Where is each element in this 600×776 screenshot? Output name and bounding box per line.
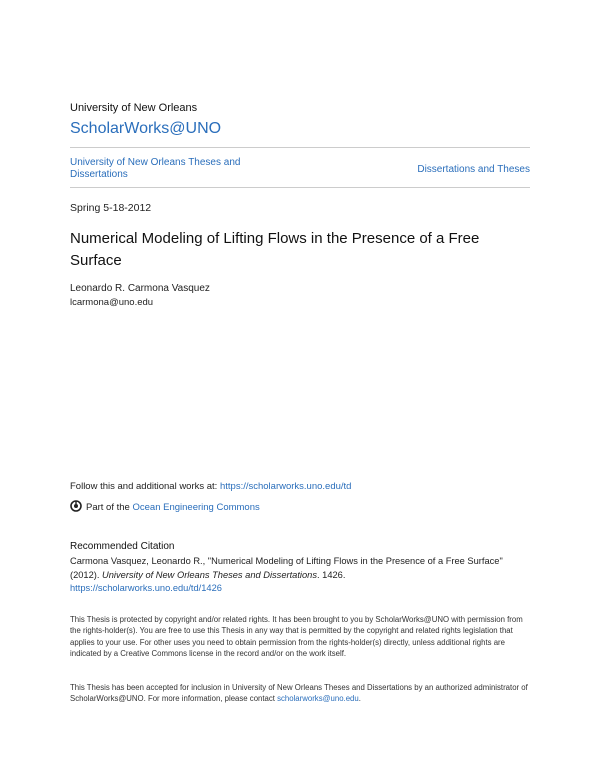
header-divider: [70, 147, 530, 148]
citation-series: University of New Orleans Theses and Dissertations: [102, 569, 317, 580]
acceptance-notice: [70, 682, 530, 705]
follow-line: [70, 481, 351, 492]
document-title: Numerical Modeling of Lifting Flows in the Presence of a Free Surface: [70, 230, 480, 269]
contact-email-link[interactable]: scholarworks@uno.edu: [277, 694, 359, 704]
network-commons-icon: [70, 500, 82, 515]
ocean-engineering-commons-link[interactable]: Ocean Engineering Commons: [132, 502, 260, 513]
citation-heading: Recommended Citation: [70, 541, 175, 552]
citation-url[interactable]: https://scholarworks.uno.edu/td/1426: [70, 583, 222, 593]
publication-date: Spring 5-18-2012: [70, 202, 152, 214]
part-of-line: [70, 500, 260, 515]
follow-prefix: Follow this and additional works at:: [70, 481, 220, 492]
author-email: lcarmona@uno.edu: [70, 297, 154, 308]
rights-notice: This Thesis is protected by copyright and/or related rights. It has been brought to you by ScholarWorks@UNO with permission from the rights-holder(s). You are free to use this Thesis in any way that is permitted by the copyright and related rights legislation that applies to your use. For other uses you need to obtain permission from the rights-holder(s) directly, unless additional rights are indicated by a Creative Commons license in the record and/or on the work itself.: [70, 615, 523, 659]
breadcrumb-collection[interactable]: University of New Orleans Theses and Dissertations: [70, 157, 241, 180]
citation-text: [70, 555, 530, 596]
author-name: Leonardo R. Carmona Vasquez: [70, 283, 210, 294]
citation-year: (2012).: [70, 569, 103, 580]
part-prefix: Part of the: [86, 502, 133, 513]
acceptance-suffix: .: [358, 694, 361, 704]
follow-link[interactable]: https://scholarworks.uno.edu/td: [219, 481, 352, 492]
breadcrumb-series[interactable]: Dissertations and Theses: [417, 164, 530, 175]
university-name: University of New Orleans: [70, 102, 198, 114]
citation-number: . 1426.: [317, 569, 346, 580]
acceptance-prefix: This Thesis has been accepted for inclusion in University of New Orleans Theses and Dissertations by an authorized administrator of ScholarWorks@UNO. For more information, please contact: [70, 683, 528, 704]
breadcrumb-divider: [70, 187, 530, 188]
citation-line1: Carmona Vasquez, Leonardo R., "Numerical Modeling of Lifting Flows in the Presence of a Free Surface": [70, 556, 503, 566]
repository-link[interactable]: ScholarWorks@UNO: [70, 120, 222, 137]
